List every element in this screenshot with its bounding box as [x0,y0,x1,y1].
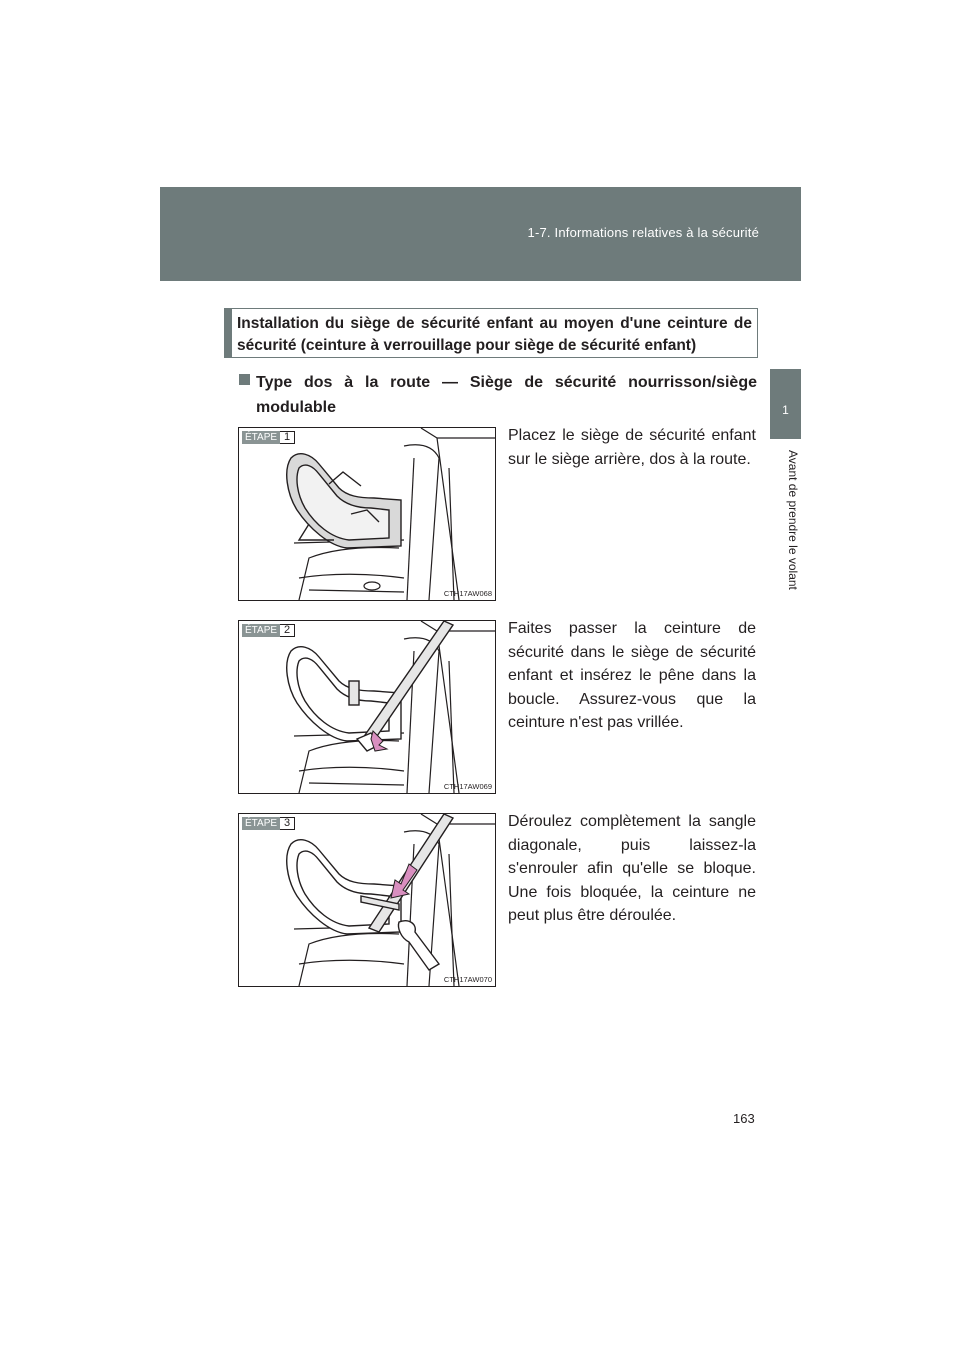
square-bullet-icon [239,374,250,385]
chapter-number: 1 [782,403,789,417]
step-1-label: ÉTAPE [242,431,280,444]
chapter-tab [770,369,801,439]
step-3-number: 3 [280,817,295,830]
section-reference: 1-7. Informations relatives à la sécurité [527,225,759,240]
step-1-number: 1 [280,431,295,444]
step-3-text: Déroulez complètement la sangle diagonale, puis laissez-la s'enrouler afin qu'elle se bloque. Une fois bloquée, la ceinture ne peut plus être déroulée. [508,813,756,924]
step-1-illustration [239,428,495,600]
step-3-badge [242,817,295,830]
step-2-text: Faites passer la ceinture de sécurité dans le siège de sécurité enfant et insérez le pêne dans la boucle. Assurez-vous que la ceinture n'est pas vrillée. [508,620,756,731]
step-1-text: Placez le siège de sécurité enfant sur le siège arrière, dos à la route. [508,427,756,468]
step-2-figure-code: CTH17AW069 [443,782,492,791]
subheading [239,370,757,420]
section-title: Installation du siège de sécurité enfant au moyen d'une ceinture de sécurité (ceinture à verrouillage pour siège de sécurité enfant) [224,308,758,358]
chapter-title: Avant de prendre le volant [786,450,800,590]
step-3-figure [238,813,496,987]
step-3-label: ÉTAPE [242,817,280,830]
step-1-badge [242,431,295,444]
page-number: 163 [733,1111,755,1126]
step-2-figure [238,620,496,794]
step-2-number: 2 [280,624,295,637]
step-1-figure [238,427,496,601]
step-1-figure-code: CTH17AW068 [443,589,492,598]
step-2-label: ÉTAPE [242,624,280,637]
step-3-illustration [239,814,495,986]
step-2-illustration [239,621,495,793]
header-band [160,187,801,281]
subheading-text: Type dos à la route — Siège de sécurité nourrisson/siège modulable [256,374,757,416]
chapter-title-vertical [786,450,800,630]
step-2-badge [242,624,295,637]
step-3-figure-code: CTH17AW070 [443,975,492,984]
